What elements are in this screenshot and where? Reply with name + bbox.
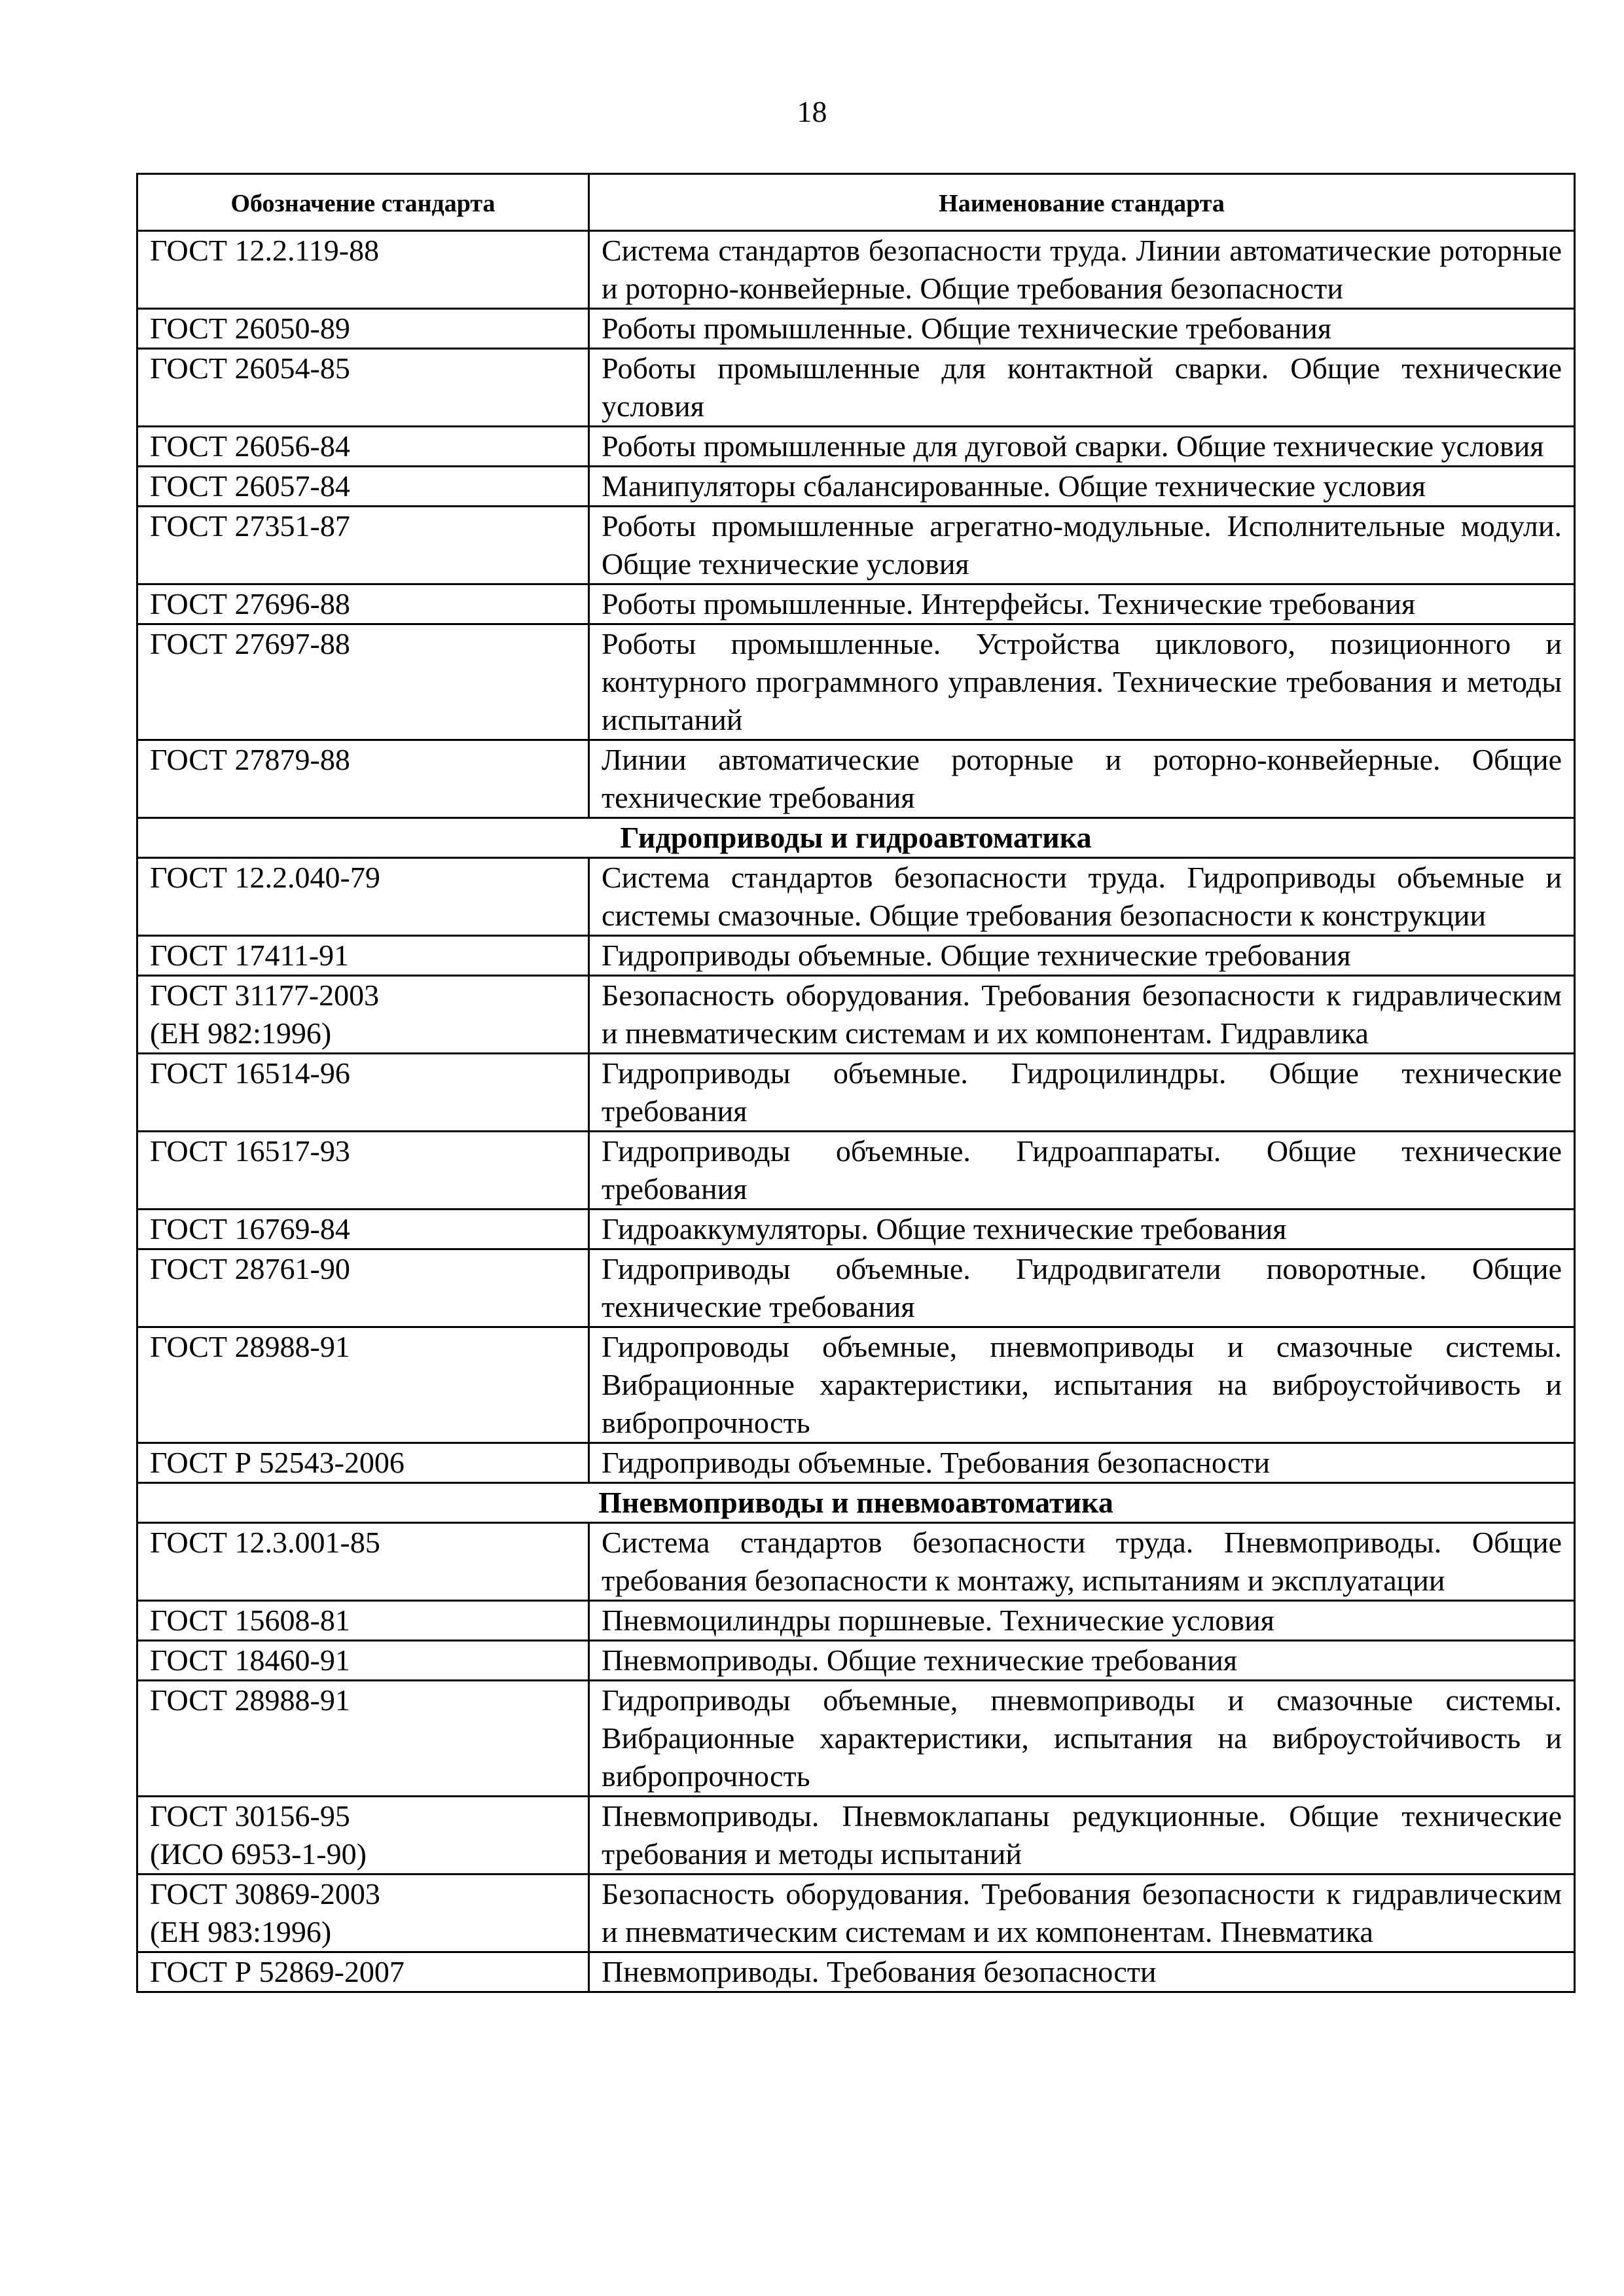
standard-code-cell (137, 1443, 589, 1483)
standard-code-cell (137, 1132, 589, 1210)
table-row (137, 1327, 1575, 1443)
standard-name: Пневмоцилиндры поршневые. Технические условия (589, 1601, 1575, 1641)
table-row (137, 1797, 1575, 1874)
table-body (137, 231, 1575, 1992)
standard-code-cell (137, 507, 589, 584)
standard-code: ГОСТ 26057-84 (150, 469, 350, 503)
table-row (137, 507, 1575, 584)
standard-name: Манипуляторы сбалансированные. Общие технические условия (589, 467, 1575, 507)
standard-code-cell (137, 740, 589, 818)
table-row (137, 740, 1575, 818)
table-row (137, 1443, 1575, 1483)
standard-code: (ЕН 982:1996) (150, 1016, 332, 1050)
standard-name: Система стандартов безопасности труда. Линии автоматические роторные и роторно-конвейерные. Общие требования безопасности (589, 231, 1575, 309)
standard-code-cell (137, 1797, 589, 1874)
standard-name: Безопасность оборудования. Требования безопасности к гидравлическим и пневматическим системам и их компонентам. Пневматика (589, 1874, 1575, 1952)
standard-name: Система стандартов безопасности труда. Пневмоприводы. Общие требования безопасности к монтажу, испытаниям и эксплуатации (589, 1523, 1575, 1601)
standard-code: ГОСТ Р 52869-2007 (150, 1955, 405, 1988)
standard-name: Роботы промышленные для контактной сварки. Общие технические условия (589, 349, 1575, 427)
standard-name: Гидроприводы объемные. Требования безопасности (589, 1443, 1575, 1483)
standard-code: ГОСТ 28988-91 (150, 1683, 350, 1717)
standard-name: Роботы промышленные для дуговой сварки. Общие технические условия (589, 427, 1575, 467)
standard-code: (ИСО 6953-1-90) (150, 1837, 367, 1871)
standard-code: ГОСТ 30869-2003 (150, 1877, 380, 1910)
standard-code: ГОСТ 16769-84 (150, 1212, 350, 1246)
table-row (137, 467, 1575, 507)
section-header-row (137, 818, 1575, 858)
column-header-name: Наименование стандарта (589, 174, 1575, 231)
standard-code-cell (137, 1054, 589, 1132)
table-row (137, 1874, 1575, 1952)
table-row (137, 1641, 1575, 1681)
standard-code: ГОСТ 27351-87 (150, 509, 350, 543)
standard-code: ГОСТ Р 52543-2006 (150, 1446, 405, 1479)
standard-code: ГОСТ 27879-88 (150, 743, 350, 776)
standard-code: ГОСТ 27696-88 (150, 587, 350, 620)
standard-name: Гидроприводы объемные. Гидроцилиндры. Общие технические требования (589, 1054, 1575, 1132)
section-title: Пневмоприводы и пневмоавтоматика (137, 1483, 1575, 1523)
standard-code-cell (137, 1874, 589, 1952)
page-number: 18 (797, 95, 827, 128)
section-title: Гидроприводы и гидроавтоматика (137, 818, 1575, 858)
standard-name: Пневмоприводы. Пневмоклапаны редукционные. Общие технические требования и методы испытаний (589, 1797, 1575, 1874)
table-row (137, 1601, 1575, 1641)
standard-code-cell (137, 427, 589, 467)
column-header-code: Обозначение стандарта (137, 174, 589, 231)
standard-code: ГОСТ 26050-89 (150, 312, 350, 345)
standard-code: ГОСТ 28761-90 (150, 1252, 350, 1285)
standard-name: Пневмоприводы. Требования безопасности (589, 1952, 1575, 1992)
table-row (137, 1681, 1575, 1797)
standard-name: Роботы промышленные. Общие технические требования (589, 309, 1575, 349)
standard-name: Роботы промышленные. Устройства циклового, позиционного и контурного программного управления. Технические требования и методы испытаний (589, 624, 1575, 740)
standard-name: Пневмоприводы. Общие технические требования (589, 1641, 1575, 1681)
standard-code-cell (137, 1952, 589, 1992)
standard-code: (ЕН 983:1996) (150, 1915, 332, 1948)
table-row (137, 858, 1575, 936)
standard-code-cell (137, 231, 589, 309)
standard-code-cell (137, 624, 589, 740)
table-row (137, 427, 1575, 467)
table-row (137, 1054, 1575, 1132)
standard-name: Гидропроводы объемные, пневмоприводы и смазочные системы. Вибрационные характеристики, испытания на виброустойчивость и вибропрочность (589, 1327, 1575, 1443)
standard-name: Безопасность оборудования. Требования безопасности к гидравлическим и пневматическим системам и их компонентам. Гидравлика (589, 976, 1575, 1054)
standard-code: ГОСТ 30156-95 (150, 1799, 350, 1833)
standard-code-cell (137, 467, 589, 507)
standard-code-cell (137, 1523, 589, 1601)
standard-code-cell (137, 1210, 589, 1249)
table-row (137, 1249, 1575, 1327)
standard-name: Роботы промышленные агрегатно-модульные. Исполнительные модули. Общие технические условия (589, 507, 1575, 584)
table-row (137, 349, 1575, 427)
standard-code: ГОСТ 26054-85 (150, 351, 350, 385)
table-row (137, 1952, 1575, 1992)
table-header-row (137, 174, 1575, 231)
table-row (137, 1523, 1575, 1601)
standard-code: ГОСТ 12.2.040-79 (150, 861, 380, 894)
standard-name: Гидроприводы объемные. Гидродвигатели поворотные. Общие технические требования (589, 1249, 1575, 1327)
standard-code: ГОСТ 16517-93 (150, 1134, 350, 1168)
table-row (137, 309, 1575, 349)
standard-name: Система стандартов безопасности труда. Гидроприводы объемные и системы смазочные. Общие требования безопасности к конструкции (589, 858, 1575, 936)
standard-code-cell (137, 1681, 589, 1797)
standard-name: Гидроприводы объемные, пневмоприводы и смазочные системы. Вибрационные характеристики, испытания на виброустойчивость и вибропрочность (589, 1681, 1575, 1797)
standard-code: ГОСТ 28988-91 (150, 1330, 350, 1363)
standard-code-cell (137, 1327, 589, 1443)
standard-code-cell (137, 1249, 589, 1327)
standard-code-cell (137, 976, 589, 1054)
table-row (137, 624, 1575, 740)
standard-code: ГОСТ 31177-2003 (150, 978, 380, 1012)
standard-name: Гидроприводы объемные. Общие технические требования (589, 936, 1575, 976)
standard-code-cell (137, 349, 589, 427)
table-row (137, 584, 1575, 624)
standard-code: ГОСТ 12.3.001-85 (150, 1526, 380, 1559)
standard-code: ГОСТ 18460-91 (150, 1643, 350, 1677)
standard-code: ГОСТ 26056-84 (150, 429, 350, 463)
standard-name: Линии автоматические роторные и роторно-конвейерные. Общие технические требования (589, 740, 1575, 818)
standard-code-cell (137, 1601, 589, 1641)
standard-code-cell (137, 309, 589, 349)
standard-code: ГОСТ 15608-81 (150, 1604, 350, 1637)
standard-code: ГОСТ 27697-88 (150, 627, 350, 660)
standard-name: Гидроаккумуляторы. Общие технические требования (589, 1210, 1575, 1249)
table-row (137, 976, 1575, 1054)
section-header-row (137, 1483, 1575, 1523)
standard-code-cell (137, 1641, 589, 1681)
table-row (137, 1210, 1575, 1249)
standard-code: ГОСТ 12.2.119-88 (150, 234, 380, 267)
standard-code: ГОСТ 16514-96 (150, 1056, 350, 1090)
standard-code-cell (137, 584, 589, 624)
table-row (137, 231, 1575, 309)
standard-code-cell (137, 936, 589, 976)
standard-code-cell (137, 858, 589, 936)
table-row (137, 1132, 1575, 1210)
standards-table (136, 173, 1576, 1993)
standard-name: Гидроприводы объемные. Гидроаппараты. Общие технические требования (589, 1132, 1575, 1210)
standard-name: Роботы промышленные. Интерфейсы. Технические требования (589, 584, 1575, 624)
table-row (137, 936, 1575, 976)
standard-code: ГОСТ 17411-91 (150, 939, 350, 972)
